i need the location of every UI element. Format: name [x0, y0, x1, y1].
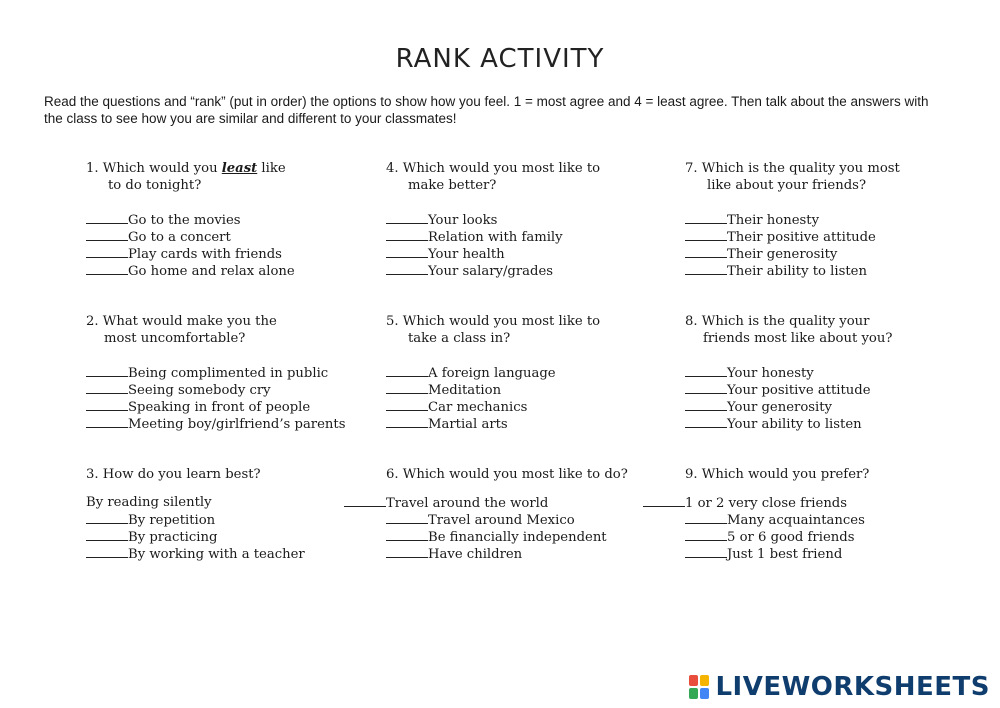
list-item — [685, 211, 975, 228]
list-item — [386, 245, 676, 262]
list-item — [685, 262, 975, 279]
option-label: Travel around Mexico — [428, 513, 575, 528]
list-item — [685, 545, 975, 562]
rank-blank[interactable] — [386, 245, 428, 258]
list-item — [685, 364, 975, 381]
rank-blank[interactable] — [643, 494, 685, 507]
rank-blank[interactable] — [386, 511, 428, 524]
list-item — [86, 398, 376, 415]
list-item — [386, 545, 676, 562]
option-label: 5 or 6 good friends — [727, 530, 855, 545]
rank-blank[interactable] — [685, 398, 727, 411]
option-label: Go to the movies — [128, 213, 241, 228]
option-label: Car mechanics — [428, 400, 528, 415]
option-label: Travel around the world — [386, 496, 549, 511]
rank-blank[interactable] — [685, 381, 727, 394]
list-item — [386, 528, 676, 545]
option-label: A foreign language — [428, 366, 556, 381]
list-item — [86, 245, 376, 262]
logo-block — [700, 675, 709, 686]
option-label: Go to a concert — [128, 230, 231, 245]
list-item — [386, 398, 676, 415]
rank-blank[interactable] — [386, 381, 428, 394]
list-item — [86, 528, 376, 545]
rank-blank[interactable] — [344, 494, 386, 507]
rank-blank[interactable] — [86, 528, 128, 541]
rank-blank[interactable] — [86, 262, 128, 275]
option-label: Many acquaintances — [727, 513, 865, 528]
rank-blank[interactable] — [386, 262, 428, 275]
option-label: Your generosity — [727, 400, 833, 415]
option-label: Go home and relax alone — [128, 264, 295, 279]
rank-blank[interactable] — [685, 262, 727, 275]
rank-blank[interactable] — [386, 228, 428, 241]
question-2 — [86, 313, 376, 432]
option-label: Their positive attitude — [727, 230, 876, 245]
list-item — [685, 415, 975, 432]
logo-mark-icon — [689, 675, 709, 699]
rank-blank[interactable] — [386, 398, 428, 411]
option-label: Have children — [428, 547, 523, 562]
rank-blank[interactable] — [685, 245, 727, 258]
rank-blank[interactable] — [685, 228, 727, 241]
rank-blank[interactable] — [86, 228, 128, 241]
rank-blank[interactable] — [386, 545, 428, 558]
question-1-text-b: like — [257, 161, 286, 176]
rank-blank[interactable] — [86, 245, 128, 258]
logo-block — [689, 688, 698, 699]
rank-blank[interactable] — [386, 364, 428, 377]
option-label: Your health — [428, 247, 505, 262]
option-label: Being complimented in public — [128, 366, 329, 381]
question-7-text-a: 7. Which is the quality you most — [685, 161, 900, 176]
option-label: 1 or 2 very close friends — [685, 496, 848, 511]
rank-blank[interactable] — [86, 398, 128, 411]
option-label: Play cards with friends — [128, 247, 282, 262]
rank-blank[interactable] — [685, 415, 727, 428]
question-8-text-b: friends most like about you? — [703, 331, 893, 346]
rank-blank[interactable] — [685, 545, 727, 558]
question-7 — [685, 160, 975, 279]
option-label: Meditation — [428, 383, 502, 398]
rank-blank[interactable] — [386, 211, 428, 224]
option-label: By working with a teacher — [128, 547, 305, 562]
option-label: Your positive attitude — [727, 383, 871, 398]
question-1-emphasis: least — [221, 161, 258, 176]
list-item — [386, 262, 676, 279]
option-label: Be financially independent — [428, 530, 607, 545]
rank-blank[interactable] — [86, 381, 128, 394]
option-label: Martial arts — [428, 417, 508, 432]
option-label: Their honesty — [727, 213, 820, 228]
question-2-text-a: 2. What would make you the — [86, 314, 277, 329]
list-item — [386, 381, 676, 398]
option-label: Their generosity — [727, 247, 838, 262]
list-item — [86, 381, 376, 398]
question-9-text: 9. Which would you prefer? — [685, 467, 870, 482]
rank-blank[interactable] — [386, 528, 428, 541]
option-label: Their ability to listen — [727, 264, 867, 279]
list-item — [386, 364, 676, 381]
option-label: Seeing somebody cry — [128, 383, 271, 398]
option-label: By reading silently — [86, 495, 212, 510]
option-label: Your ability to listen — [727, 417, 862, 432]
option-label: Speaking in front of people — [128, 400, 311, 415]
list-item — [86, 262, 376, 279]
option-label: Meeting boy/girlfriend’s parents — [128, 417, 346, 432]
list-item — [643, 494, 933, 511]
list-item — [685, 381, 975, 398]
logo-text: LIVEWORKSHEETS — [715, 672, 990, 702]
list-item — [685, 511, 975, 528]
question-1 — [86, 160, 376, 279]
question-8 — [685, 313, 975, 432]
question-1-text-c: to do tonight? — [108, 178, 202, 193]
option-label: Your looks — [428, 213, 498, 228]
question-4-text-b: make better? — [408, 178, 497, 193]
rank-blank[interactable] — [86, 545, 128, 558]
rank-blank[interactable] — [685, 364, 727, 377]
rank-blank[interactable] — [685, 211, 727, 224]
option-label: Relation with family — [428, 230, 563, 245]
list-item — [386, 511, 676, 528]
option-label: By practicing — [128, 530, 218, 545]
list-item — [86, 364, 376, 381]
option-label: Just 1 best friend — [727, 547, 843, 562]
question-4-text-a: 4. Which would you most like to — [386, 161, 601, 176]
page-title: RANK ACTIVITY — [395, 44, 605, 74]
question-8-text-a: 8. Which is the quality your — [685, 314, 870, 329]
list-item — [86, 415, 376, 432]
list-item — [86, 211, 376, 228]
liveworksheets-logo — [689, 672, 990, 702]
rank-blank[interactable] — [86, 211, 128, 224]
list-item — [86, 511, 376, 528]
list-item — [685, 528, 975, 545]
list-item — [685, 228, 975, 245]
rank-blank[interactable] — [86, 364, 128, 377]
list-item — [86, 545, 376, 562]
rank-blank[interactable] — [86, 511, 128, 524]
logo-block — [700, 688, 709, 699]
list-item — [685, 245, 975, 262]
list-item — [386, 211, 676, 228]
question-6-text: 6. Which would you most like to do? — [386, 467, 628, 482]
question-5 — [386, 313, 676, 432]
list-item — [86, 494, 376, 511]
question-2-text-b: most uncomfortable? — [104, 331, 246, 346]
question-7-text-b: like about your friends? — [707, 178, 867, 193]
question-5-text-a: 5. Which would you most like to — [386, 314, 601, 329]
question-1-text-a: 1. Which would you — [86, 161, 222, 176]
question-6 — [386, 466, 676, 562]
list-item — [86, 228, 376, 245]
list-item — [386, 228, 676, 245]
option-label: Your salary/grades — [428, 264, 554, 279]
rank-blank[interactable] — [386, 415, 428, 428]
question-5-text-b: take a class in? — [408, 331, 511, 346]
option-label: By repetition — [128, 513, 216, 528]
list-item — [386, 415, 676, 432]
rank-blank[interactable] — [685, 528, 727, 541]
question-4 — [386, 160, 676, 279]
list-item — [344, 494, 634, 511]
question-3 — [86, 466, 376, 562]
question-9 — [685, 466, 975, 562]
instructions: Read the questions and “rank” (put in order) the options to show how you feel. 1 = most agree and 4 = least agree. Then talk about the answers with the class to see how you are similar and different to your classmates! — [44, 94, 929, 126]
logo-block — [689, 675, 698, 686]
list-item — [685, 398, 975, 415]
rank-blank[interactable] — [685, 511, 727, 524]
rank-blank[interactable] — [86, 415, 128, 428]
option-label: Your honesty — [727, 366, 814, 381]
question-3-text: 3. How do you learn best? — [86, 467, 261, 482]
